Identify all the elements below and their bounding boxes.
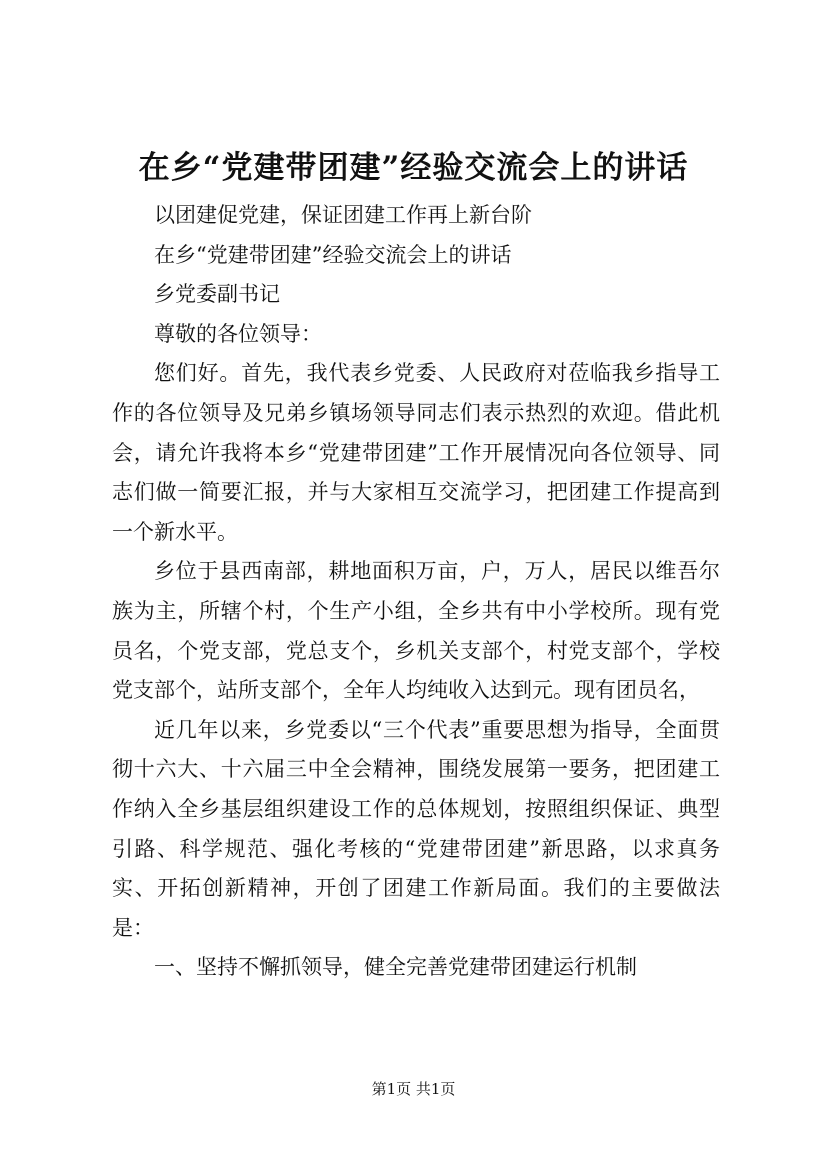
page-number-footer: 第1页 共1页	[371, 1080, 456, 1098]
speech-title-line: 在乡“党建带团建”经验交流会上的讲话	[154, 242, 512, 267]
subtitle-line: 以团建促党建，保证团建工作再上新台阶	[154, 203, 532, 227]
speaker-line: 乡党委副书记	[154, 282, 280, 307]
paragraph-greeting: 您们好。首先，我代表乡党委、人民政府对莅临我乡指导工作的各位领导及兄弟乡镇场领导同志们表示热烈的欢迎。借此机会，请允许我将本乡“党建带团建”工作开展情况向各位领导、同志们做一简要汇报，并与大家相互交流学习，把团建工作提高到一个新水平。	[112, 361, 720, 544]
paragraph-overview: 乡位于县西南部，耕地面积万亩，户，万人，居民以维吾尔族为主，所辖个村，个生产小组，全乡共有中小学校所。现有党员名，个党支部，党总支个，乡机关支部个，村党支部个，学校党支部个，站所支部个，全年人均纯收入达到元。现有团员名，	[112, 559, 720, 703]
paragraph-approach: 近几年以来，乡党委以“三个代表”重要思想为指导，全面贯彻十六大、十六届三中全会精神，围绕发展第一要务，把团建工作纳入全乡基层组织建设工作的总体规划，按照组织保证、典型引路、科学规范、强化考核的“党建带团建”新思路，以求真务实、开拓创新精神，开创了团建工作新局面。我们的主要做法是：	[112, 717, 720, 940]
document-title: 在乡“党建带团建”经验交流会上的讲话	[138, 150, 689, 186]
salutation-line: 尊敬的各位领导：	[154, 321, 322, 346]
document-body	[112, 196, 720, 988]
section-heading-1: 一、坚持不懈抓领导，健全完善党建带团建运行机制	[154, 955, 637, 980]
